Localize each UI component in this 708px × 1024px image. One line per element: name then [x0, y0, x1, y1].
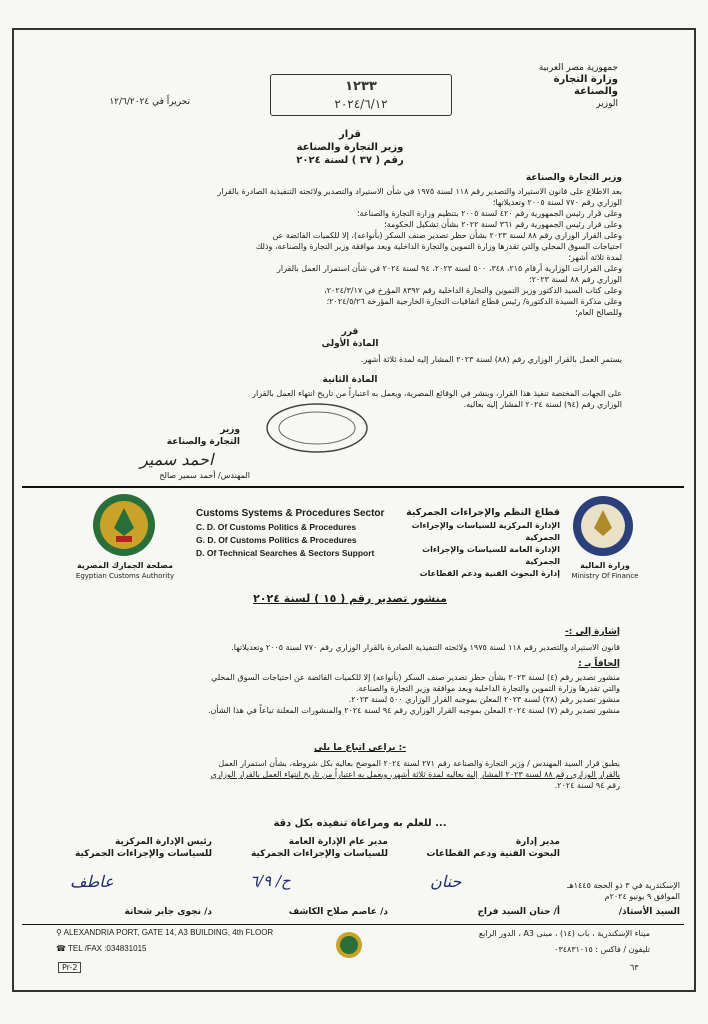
page-number: ٦٣	[630, 963, 639, 972]
article1-title: المادة الأولى	[321, 339, 379, 349]
footer-tel-en-text: TEL /FAX :034831015	[68, 944, 147, 953]
preamble-line: وللصالح العام؛	[575, 308, 622, 317]
ministry-header-line1: جمهورية مصر العربية	[538, 63, 618, 73]
attachment-item: منشور تصدير رقم (٧) لسنة ٢٠٢٤ المعلن بموجبه القرار الوزاري رقم ٩٤ لسنة ٢٠٢٤ والمنشورات المعلنة تباعاً في هذا الشأن.	[207, 706, 620, 715]
preamble-line: الوزاري رقم ٨٨ لسنة ٢٠٢٣؛	[529, 275, 622, 284]
sector-ar-line2: الإدارة المركزية للسياسات والإجراءات الجمركية	[411, 521, 560, 542]
article2-title: المادة الثانية	[322, 375, 378, 385]
preamble-line: وعلى مذكرة السيدة الدكتورة/ رئيس قطاع اتفاقيات التجارة الخارجية المؤرخة ٢٠٢٤/٥/٢٦؛	[326, 297, 622, 306]
ministry-seal	[262, 400, 372, 455]
preamble-line: وعلى القرار الوزاري رقم ٨٨ لسنة ٢٠٢٣ بشأن حظر تصدير صنف السكر (بأنواعه)، إلا للكميات الفائضة عن	[272, 231, 622, 240]
attachment-heading: إلحاقاً بـ :	[578, 659, 620, 669]
ministry-header-line2: وزارة التجارة والصناعة	[553, 74, 618, 97]
attachment-item: منشور تصدير رقم (٤) لسنة ٢٠٢٣ بشأن حظر تصدير صنف السكر (بأنواعه) إلا للكميات الفائضة عن احتياجات السوق المحلي	[211, 673, 620, 682]
follow-line: بالقرار الوزاري رقم ٨٨ لسنة ٢٠٢٣ المشار إليه بعاليه لمدة ثلاثة أشهر، ويعمل به اعتباراً من تاريخ انتهاء العمل بالقرار الوزاري	[210, 770, 620, 779]
sector-ar-line4: إدارة البحوث الفنية ودعم القطاعات	[419, 569, 560, 578]
signatory-name: أ/ حنان السيد فراج	[477, 907, 560, 917]
registration-stamp	[270, 74, 452, 116]
date-gregorian: الموافق ٩ يونيو ٢٠٢٤م	[604, 892, 680, 901]
circular-title: منشور تصدير رقم ( ١٥ ) لسنة ٢٠٢٤	[253, 592, 447, 605]
decree-date: تحريراً في ١٢/٦/٢٠٢٤	[109, 97, 190, 107]
article2-line: الوزاري رقم (٩٤) لسنة ٢٠٢٤ المشار إليه بعاليه.	[463, 400, 622, 409]
decree-title-minister: وزير التجارة والصناعة	[296, 142, 404, 153]
sector-en-line4: D. Of Technical Searches & Sectors Support	[196, 548, 375, 558]
preamble-line: بعد الاطلاع على قانون الاستيراد والتصدير رقم ١١٨ لسنة ١٩٧٥ في شأن الاستيراد والتصدير ولائحته التنفيذية الصادرة بالقرار	[217, 187, 622, 196]
signature-role2: البحوث الفنية ودعم القطاعات	[426, 849, 560, 859]
location-pin-icon: ⚲	[56, 928, 62, 937]
sector-en-line1: Customs Systems & Procedures Sector	[196, 508, 385, 519]
signature-column	[400, 836, 560, 860]
decided-heading: قرر	[341, 327, 359, 337]
sector-en-line2: C. D. Of Customs Politics & Procedures	[196, 522, 357, 532]
addressee: السيد الأستاذ/	[618, 907, 680, 917]
page-label: Pr-2	[58, 962, 81, 973]
footer-address-en-text: ALEXANDRIA PORT, GATE 14, A3 BUILDING, 4th FLOOR	[63, 928, 274, 937]
footer-emblem-icon	[334, 930, 364, 960]
handwritten-signature: ح/ ٦/٩	[250, 872, 291, 890]
sector-ar-line3: الإدارة العامة للسياسات والإجراءات الجمركية	[422, 545, 560, 566]
signature-column	[62, 836, 212, 860]
preamble-line: وعلى القرارات الوزارية أرقام ٢١٥، ٣٤٨، ٥٠٠ لسنة ٢٠٢٣، ٩٤ لسنة ٢٠٢٤ في شأن استمرار العمل بالقرار	[277, 264, 622, 273]
handwritten-signature: عاطف	[70, 872, 114, 891]
minister-heading: وزير التجارة والصناعة	[525, 173, 622, 183]
article1-text: يستمر العمل بالقرار الوزاري رقم (٨٨) لسنة ٢٠٢٣ المشار إليه لمدة ثلاثة أشهر.	[360, 355, 622, 364]
preamble-line: وعلى كتاب السيد الدكتور وزير التموين والتجارة الداخلية رقم ٨٣٩٢ المؤرخ في ٢٠٢٤/٣/١٧،	[324, 286, 622, 295]
signoff-ministry: التجارة والصناعة	[166, 437, 240, 447]
signoff-block	[130, 424, 240, 448]
footer-address-en	[56, 928, 273, 937]
date-hijri: الإسكندرية في ٣ ذو الحجة ١٤٤٥هـ	[567, 881, 680, 890]
attachments-list	[45, 672, 620, 716]
footer-address-ar: ميناء الإسكندرية ، باب (١٤) ، مبنى A3 ، الدور الرابع	[478, 929, 650, 938]
footer-divider	[22, 924, 684, 925]
signature-column	[228, 836, 388, 860]
eca-logo	[86, 492, 162, 558]
sector-en-line3: G. D. Of Customs Politics & Procedures	[196, 535, 357, 545]
closing-line: للعلم به ومراعاة تنفيذه بكل دقة ...	[273, 818, 447, 829]
follow-line: يطبق قرار السيد المهندس / وزير التجارة والصناعة رقم ٢٧١ لسنة ٢٠٢٤ الموضح بعاليه بكل شروطه، بشأن استمرار العمل	[218, 759, 620, 768]
attachment-item: منشور تصدير رقم (٢٨) لسنة ٢٠٢٣ المعلن بموجبه القرار الوزاري ٥٠٠ لسنة ٢٠٢٣.	[348, 695, 620, 704]
decree-title-qarar: قرار	[339, 129, 361, 140]
ministry-header-line3: الوزير	[596, 99, 618, 109]
mof-name-en: Ministry Of Finance	[571, 572, 639, 580]
preamble-line: الوزاري رقم ٧٧٠ لسنة ٢٠٠٥ وتعديلاتها؛	[492, 198, 622, 207]
signature-role1: رئيس الإدارة المركزية	[115, 837, 212, 847]
signoff-name: المهندس/ أحمد سمير صالح	[159, 471, 250, 480]
follow-heading: يراعى اتباع ما يلي :-	[314, 743, 406, 753]
stamp-reg-number: ١٢٣٣	[345, 79, 377, 94]
decree-title-number: رقم ( ٣٧ ) لسنة ٢٠٢٤	[296, 155, 404, 166]
signature-role1: مدير إدارة	[515, 837, 560, 847]
sector-arabic-block	[395, 506, 560, 580]
sector-english-block	[196, 506, 396, 560]
signature-role2: للسياسات والإجراءات الجمركية	[74, 849, 212, 859]
article2-line: على الجهات المختصة تنفيذ هذا القرار، وينشر في الوقائع المصرية، ويعمل به اعتباراً من تاريخ انتهاء العمل بالقرار	[252, 389, 622, 398]
follow-text	[45, 758, 620, 791]
preamble-line: لمدة ثلاثة أشهر؛	[568, 253, 622, 262]
signatory-name: د/ عاصم صلاح الكاشف	[288, 907, 388, 917]
mof-logo	[570, 494, 636, 558]
follow-line: رقم ٩٤ لسنة ٢٠٢٤.	[554, 781, 620, 790]
circular-date	[560, 880, 680, 902]
section-divider	[22, 486, 684, 488]
stamp-date: ٢٠٢٤/٦/١٢	[334, 97, 388, 111]
preamble-line: وعلى قرار رئيس الجمهورية رقم ٤٢٠ لسنة ٢٠٠٥ بتنظيم وزارة التجارة والصناعة؛	[357, 209, 622, 218]
mof-name-ar: وزارة المالية	[580, 561, 630, 570]
signature-role1: مدير عام الإدارة العامة	[288, 837, 388, 847]
attachment-item: والتي تقدرها وزارة التموين والتجارة الداخلية وبعد موافقة وزير التجارة والصناعة.	[355, 684, 620, 693]
signature-role2: للسياسات والإجراءات الجمركية	[250, 849, 388, 859]
preamble-line: احتياجات السوق المحلي والتي تقدرها وزارة التموين والتجارة الداخلية وبعد موافقة وزير التجارة والصناعة، وذلك	[255, 242, 622, 251]
eca-name-ar: مصلحة الجمارك المصرية	[77, 561, 173, 570]
reference-heading: إشارة إلى :-	[565, 627, 620, 637]
ministry-header	[508, 62, 618, 110]
sector-ar-line1: قطاع النظم والإجراءات الجمركية	[406, 507, 560, 518]
reference-item: قانون الاستيراد والتصدير رقم ١١٨ لسنة ١٩٧٥ ولائحته التنفيذية الصادرة بالقرار الوزاري رقم ٧٧٠ لسنة ٢٠٠٥ وتعديلاتها.	[231, 643, 620, 652]
signoff-title: وزير	[220, 425, 240, 435]
eca-name-en: Egyptian Customs Authority	[75, 572, 175, 580]
preamble-line: وعلى قرار رئيس الجمهورية رقم ٣٦١ لسنة ٢٠٢٢ بشأن تشكيل الحكومة؛	[384, 220, 622, 229]
footer-tel-ar: تليفون / فاكس : ٠٣٤٨٣١٠١٥	[554, 945, 650, 954]
preamble	[72, 186, 622, 318]
footer-tel-en	[56, 944, 146, 953]
minister-signature: احمد سمير	[140, 450, 214, 469]
signatory-name: د/ نجوى جابر شحاتة	[124, 907, 212, 917]
handwritten-signature: حنان	[430, 872, 462, 891]
phone-icon: ☎	[56, 944, 66, 953]
